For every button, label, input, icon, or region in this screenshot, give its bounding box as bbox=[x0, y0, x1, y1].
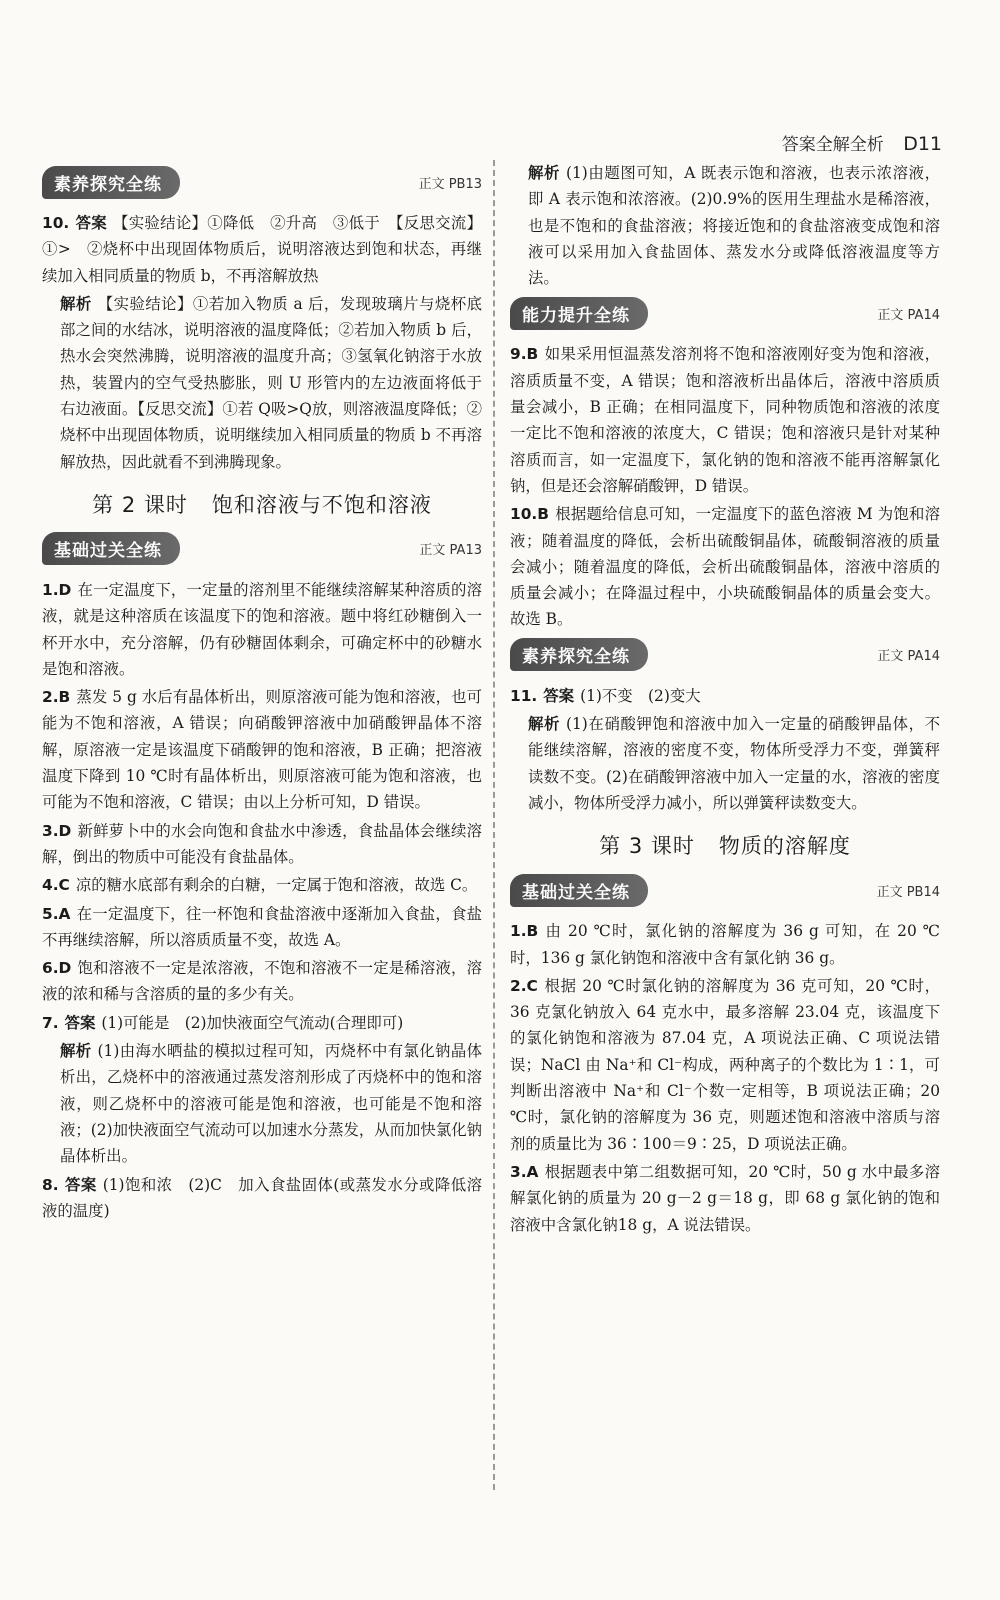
lesson-title: 第 2 课时 饱和溶液与不饱和溶液 bbox=[92, 492, 432, 517]
page-number: D11 bbox=[903, 133, 942, 155]
answer-item: 5.A 在一定温度下，往一杯饱和食盐溶液中逐渐加入食盐，食盐不再继续溶解，所以溶质质量不变，故选 A。 bbox=[42, 904, 482, 949]
page-header bbox=[782, 130, 942, 155]
analysis-item: 解析 【实验结论】①若加入物质 a 后，发现玻璃片与烧杯底部之间的水结冰，说明溶液的温度降低；②若加入物质 b 后，热水会突然沸腾，说明溶液的温度升高；③氢氧化钠溶于水放热，装置内的空气受热膨胀，则 U 形管内的左边液面将低于右边液面。【反思交流】①若 Q吸>Q放，则溶液温度降低；②烧杯中出现固体物质，说明继续加入相同质量的物质 b 不再溶解放热，因此就看不到沸腾现象。 bbox=[60, 294, 482, 471]
section-ref: 正文 PA14 bbox=[877, 307, 940, 323]
section-tag: 素养探究全练 bbox=[510, 638, 648, 671]
section-ref: 正文 PB13 bbox=[418, 176, 482, 192]
answer-item: 7. 答案 (1)可能是 (2)加快液面空气流动(合理即可) bbox=[42, 1013, 404, 1032]
section-ref: 正文 PA14 bbox=[877, 649, 940, 665]
answer-item: 2.C 根据 20 ℃时氯化钠的溶解度为 36 克可知，20 ℃时，36 克氯化钠放入 64 克水中，最多溶解 23.04 克，该温度下的氯化钠饱和溶液为 87.04 克，A 项说法正确、C 项说法错误；NaCl 由 Na⁺和 Cl⁻构成，两种离子的个数比为 1∶1，可判断出溶液中 Na⁺和 Cl⁻个数一定相等，B 项说法正确；20 ℃时，氯化钠的溶解度为 36 克，则题述饱和溶液中溶质与溶剂的质量比为 36∶100＝9∶25，D 项说法正确。 bbox=[510, 976, 940, 1153]
answer-item: 10.B 根据题给信息可知，一定温度下的蓝色溶液 M 为饱和溶液；随着温度的降低，会析出硫酸铜晶体，硫酸铜溶液的质量会减小；随着温度的降低，会析出硫酸铜晶体，溶液中溶质的质量会减小；在降温过程中，小块硫酸铜晶体的质量会变大。故选 B。 bbox=[510, 505, 940, 629]
section-header bbox=[510, 295, 940, 331]
answer-item: 1.D 在一定温度下，一定量的溶剂里不能继续溶解某种溶质的溶液，就是这种溶质在该温度下的饱和溶液。题中将红砂糖倒入一杯开水中，充分溶解，仍有砂糖固体剩余，可确定杯中的砂糖水是饱和溶液。 bbox=[42, 580, 482, 678]
answer-item: 1.B 由 20 ℃时，氯化钠的溶解度为 36 g 可知，在 20 ℃时，136 g 氯化钠饱和溶液中含有氯化钠 36 g。 bbox=[510, 922, 940, 967]
answer-item: 2.B 蒸发 5 g 水后有晶体析出，则原溶液可能为饱和溶液，也可能为不饱和溶液，A 错误；向硝酸钾溶液中加硝酸钾晶体不溶解，原溶液一定是该温度下硝酸钾的饱和溶液，B 正确；把溶液温度下降到 10 ℃时有晶体析出，则原溶液可能为饱和溶液，也可能为不饱和溶液，C 错误；由以上分析可知，D 错误。 bbox=[42, 688, 482, 812]
lesson-title: 第 3 课时 物质的溶解度 bbox=[599, 834, 851, 859]
section-header bbox=[510, 872, 940, 908]
analysis-item: 解析 (1)由题图可知，A 既表示饱和溶液，也表示浓溶液，即 A 表示饱和浓溶液。(2)0.9%的医用生理盐水是稀溶液，也是不饱和的食盐溶液；将接近饱和的食盐溶液变成饱和溶液可以采用加入食盐固体、蒸发水分或降低溶液温度等方法。 bbox=[528, 164, 940, 288]
answer-item: 4.C 凉的糖水底部有剩余的白糖，一定属于饱和溶液，故选 C。 bbox=[42, 876, 478, 895]
section-tag: 基础过关全练 bbox=[42, 532, 180, 565]
left-column bbox=[42, 160, 482, 1226]
column-divider bbox=[493, 160, 495, 1490]
section-tag: 素养探究全练 bbox=[42, 166, 180, 199]
section-header bbox=[42, 531, 482, 567]
analysis-item: 解析 (1)在硝酸钾饱和溶液中加入一定量的硝酸钾晶体，不能继续溶解，溶液的密度不变，物体所受浮力不变，弹簧秤读数不变。(2)在硝酸钾溶液中加入一定量的水，溶液的密度减小，物体所受浮力减小，所以弹簧秤读数变大。 bbox=[528, 715, 940, 812]
header-title: 答案全解全析 bbox=[781, 135, 884, 155]
analysis-item: 解析 (1)由海水晒盐的模拟过程可知，丙烧杯中有氯化钠晶体析出，乙烧杯中的溶液通过蒸发溶剂形成了丙烧杯中的饱和溶液，则乙烧杯中的溶液可能是饱和溶液，也可能是不饱和溶液；(2)加快液面空气流动可以加速水分蒸发，从而加快氯化钠晶体析出。 bbox=[60, 1042, 482, 1166]
section-ref: 正文 PB14 bbox=[876, 884, 940, 900]
answer-item: 3.D 新鲜萝卜中的水会向饱和食盐水中渗透，食盐晶体会继续溶解，倒出的物质中可能没有食盐晶体。 bbox=[42, 821, 482, 866]
section-header bbox=[510, 637, 940, 673]
right-column bbox=[510, 160, 940, 1240]
answer-item: 6.D 饱和溶液不一定是浓溶液，不饱和溶液不一定是稀溶液，溶液的浓和稀与含溶质的量的多少有关。 bbox=[42, 959, 482, 1004]
answer-item: 9.B 如果采用恒温蒸发溶剂将不饱和溶液刚好变为饱和溶液，溶质质量不变，A 错误；饱和溶液析出晶体后，溶液中溶质质量会减小，B 正确；在相同温度下，同种物质饱和溶液的浓度一定比不饱和溶液的浓度大，C 错误；饱和溶液只是针对某种溶质而言，如一定温度下，氯化钠的饱和溶液不能再溶解氯化钠，但是还会溶解硝酸钾，D 错误。 bbox=[510, 345, 940, 495]
answer-item: 10. 答案 【实验结论】①降低 ②升高 ③低于 【反思交流】①> ②烧杯中出现固体物质后，说明溶液达到饱和状态，再继续加入相同质量的物质 b，不再溶解放热 bbox=[42, 214, 482, 285]
section-tag: 能力提升全练 bbox=[510, 297, 648, 330]
answer-item: 11. 答案 (1)不变 (2)变大 bbox=[510, 686, 701, 705]
section-ref: 正文 PA13 bbox=[419, 543, 482, 559]
section-header bbox=[42, 164, 482, 200]
answer-item: 3.A 根据题表中第二组数据可知，20 ℃时，50 g 水中最多溶解氯化钠的质量为 20 g－2 g＝18 g，即 68 g 氯化钠的饱和溶液中含氯化钠18 g，A 说法错误。 bbox=[510, 1162, 940, 1234]
section-tag: 基础过关全练 bbox=[510, 874, 648, 907]
answer-item: 8. 答案 (1)饱和浓 (2)C 加入食盐固体(或蒸发水分或降低溶液的温度) bbox=[42, 1175, 482, 1220]
